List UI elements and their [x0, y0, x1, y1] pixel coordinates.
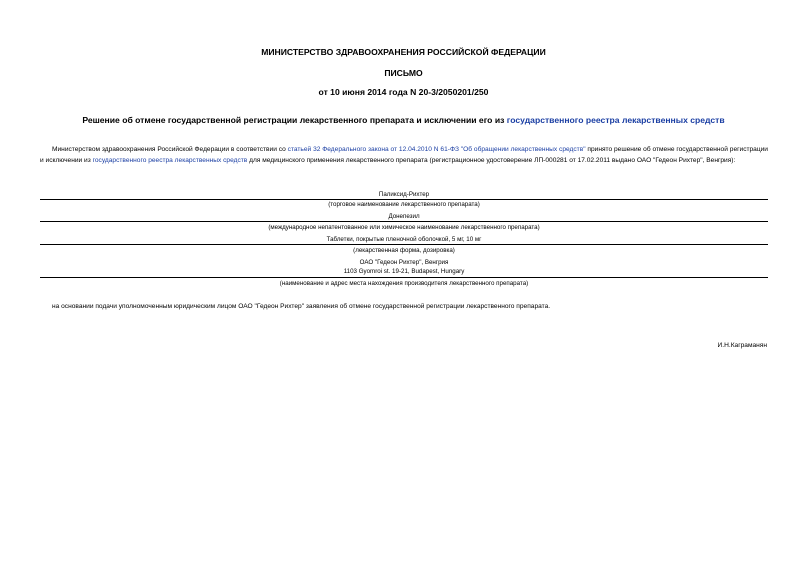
inn-caption: (международное непатентованное или химическое наименование лекарственного препарата) [268, 224, 540, 231]
law-article-link[interactable]: статьей 32 Федерального закона от 12.04.2010 N 61-ФЗ "Об обращении лекарственных средств" [287, 146, 586, 153]
basis-paragraph: на основании подачи уполномоченным юридическим лицом ОАО "Гедеон Рихтер" заявления об отмене государственной регистрации лекарственного препарата. [52, 303, 551, 310]
divider [40, 199, 768, 200]
divider [40, 221, 768, 222]
divider [40, 244, 768, 245]
trade-name-value: Паликсид-Рихтер [378, 191, 430, 198]
document-subject [30, 115, 777, 125]
divider [40, 277, 768, 278]
inn-value: Донепезил [388, 213, 420, 220]
registry-link-inline[interactable]: государственного реестра лекарственных средств [92, 157, 248, 164]
document-date-number: от 10 июня 2014 года N 20-3/2050201/250 [318, 87, 489, 97]
subject-text: Решение об отмене государственной регистрации лекарственного препарата и исключении его из [82, 115, 507, 125]
paragraph-middle: принято решение об отмене государственной регистрации и исключении из [40, 146, 768, 164]
registry-link[interactable]: государственного реестра лекарственных средств [506, 115, 725, 125]
signature: И.Н.Каграманян [717, 342, 767, 349]
paragraph-end: для медицинского применения лекарственного препарата (регистрационное удостоверение ЛП-000281 от 17.02.2011 выдано ОАО "Гедеон Рихтер", Венгрия): [247, 157, 736, 164]
paragraph-start: Министерством здравоохранения Российской Федерации в соответствии со [52, 146, 288, 153]
form-value: Таблетки, покрытые пленочной оболочкой, 5 мг, 10 мг [326, 236, 482, 243]
body-paragraph [40, 144, 768, 166]
manufacturer-value: ОАО "Гедеон Рихтер", Венгрия [359, 259, 449, 266]
form-caption: (лекарственная форма, дозировка) [353, 247, 455, 254]
trade-name-caption: (торговое наименование лекарственного препарата) [328, 201, 480, 208]
manufacturer-address: 1103 Gyomroi st. 19-21, Budapest, Hungary [343, 268, 465, 275]
document-type: ПИСЬМО [384, 68, 423, 78]
manufacturer-caption: (наименование и адрес места нахождения производителя лекарственного препарата) [279, 280, 529, 287]
ministry-heading: МИНИСТЕРСТВО ЗДРАВООХРАНЕНИЯ РОССИЙСКОЙ ФЕДЕРАЦИИ [261, 47, 546, 57]
